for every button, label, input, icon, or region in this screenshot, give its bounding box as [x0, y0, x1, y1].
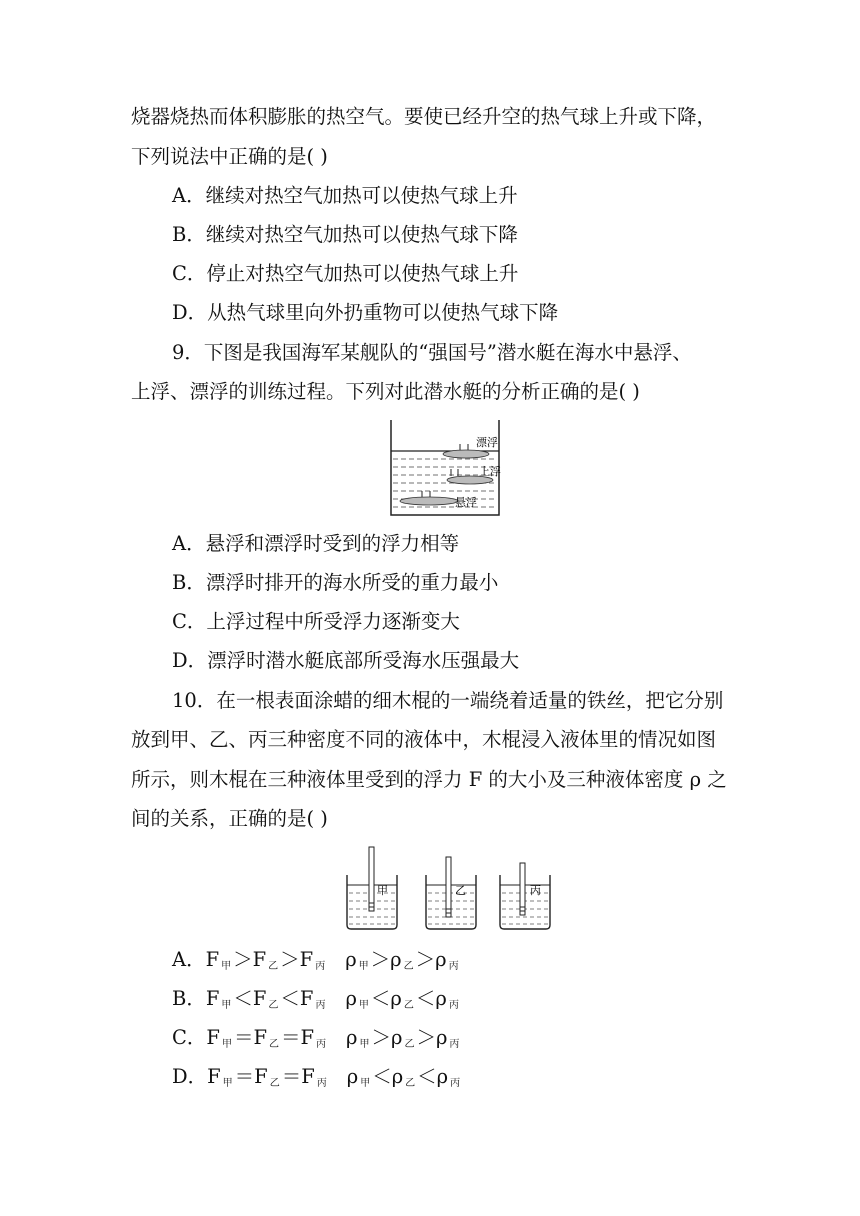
beaker-yi	[426, 857, 476, 929]
q8-stem-line2: 下列说法中正确的是( )	[131, 145, 328, 168]
q10-option-c: C．F $_甲$ ＝F $_乙$ ＝F $_丙$ ρ $_甲$ ＞ρ $_乙$ ＞ρ $_丙$	[172, 1026, 460, 1050]
label-floating: 漂浮	[476, 436, 498, 449]
q9-option-d: D．漂浮时潜水艇底部所受海水压强最大	[172, 649, 520, 672]
q10-stem-line2: 放到甲、乙、丙三种密度不同的液体中，木棍浸入液体里的情况如图	[131, 728, 717, 751]
q8-option-a: A．继续对热空气加热可以使热气球上升	[172, 184, 518, 207]
q10-option-d: D．F $_甲$ ＝F $_乙$ ＝F $_丙$ ρ $_甲$ ＜ρ $_乙$ ＜ρ $_丙$	[172, 1065, 461, 1089]
beaker-jia	[347, 847, 397, 929]
label-yi: 乙	[455, 884, 466, 897]
q9-stem-line1: 9．下图是我国海军某舰队的“强国号”潜水艇在海水中悬浮、	[172, 341, 692, 364]
q9-stem-line2: 上浮、漂浮的训练过程。下列对此潜水艇的分析正确的是( )	[131, 380, 640, 403]
q10-stem-line1: 10．在一根表面涂蜡的细木棍的一端绕着适量的铁丝，把它分别	[172, 689, 724, 712]
label-bing: 丙	[530, 884, 541, 897]
q10-stem-line3: 所示，则木棍在三种液体里受到的浮力 F 的大小及三种液体密度 ρ 之	[131, 768, 727, 791]
submarine-figure	[388, 418, 504, 518]
q8-option-b: B．继续对热空气加热可以使热气球下降	[172, 223, 518, 246]
label-rising: 上浮	[479, 465, 501, 478]
q8-option-d: D．从热气球里向外扔重物可以使热气球下降	[172, 301, 559, 324]
q8-option-c: C．停止对热空气加热可以使热气球上升	[172, 262, 519, 285]
q9-option-a: A．悬浮和漂浮时受到的浮力相等	[172, 532, 460, 555]
q9-option-b: B．漂浮时排开的海水所受的重力最小	[172, 571, 499, 594]
q10-option-b: B．F $_甲$ ＜F $_乙$ ＜F $_丙$ ρ $_甲$ ＜ρ $_乙$ ＜ρ $_丙$	[172, 987, 459, 1011]
label-jia: 甲	[377, 884, 388, 897]
q9-option-c: C．上浮过程中所受浮力逐渐变大	[172, 610, 460, 633]
beakers-figure	[342, 843, 557, 933]
beaker-bing	[500, 863, 550, 929]
q10-stem-line4: 间的关系，正确的是( )	[131, 807, 328, 830]
q10-option-a: A．F $_甲$ ＞F $_乙$ ＞F $_丙$ ρ $_甲$ ＞ρ $_乙$ ＞ρ $_丙$	[172, 948, 459, 972]
label-suspended: 悬浮	[455, 496, 477, 509]
suspended-submarine	[400, 491, 458, 505]
q8-stem-line1: 烧器烧热而体积膨胀的热空气。要使已经升空的热气球上升或下降，	[131, 105, 717, 128]
